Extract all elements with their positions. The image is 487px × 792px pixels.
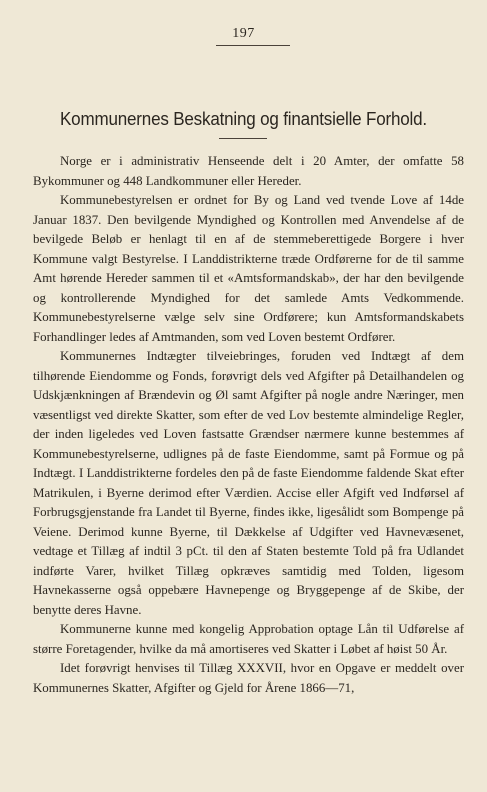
paragraph: Kommunernes Indtægter tilveiebringes, foruden ved Indtægt af dem tilhørende Eiendomme og Fonds, forøvrigt dels ved Afgifter på Detailhandelen og Udskjænkningen af Brændevin og Øl samt Afgifter på nogle andre Næringer, men væsentligst ved direkte Skatter, som efter de ved Lov bestemte almindelige Regler, der inden ligeledes ved Loven fastsatte Grændser nærmere kunne bestemmes af Kommunebestyrelserne, udlignes på de faste Eiendomme, samt på Formue og på Indtægt. I Landdistrikterne fordeles den på de faste Eiendomme faldende Skat efter Matrikulen, i Byerne derimod efter Værdien. Accise eller Afgift ved Indførsel af Forbrugsgjenstande fra Landet til Byerne, findes ikke, ligesålidt som Bompenge på Veiene. Derimod kunne Byerne, til Dækkelse af Udgifter ved Havnevæsenet, vedtage et Tillæg af indtil 3 pCt. til den af Staten bestemte Told på fra Udlandet indførte Varer, hvilket Tillæg opkræves samtidig med Tolden, ligesom Havnekasserne også oppebære Havnepenge og Bryggepenge af de Skibe, der benytte deres Havne. (33, 349, 464, 617)
paragraph: Kommunerne kunne med kongelig Approbation optage Lån til Udførelse af større Foretagender, hvilke da må amortiseres ved Skatter i Løbet af høist 50 År. (33, 622, 464, 656)
chapter-title: Kommunernes Beskatning og finantsielle Forhold. (60, 108, 427, 130)
paragraph: Idet forøvrigt henvises til Tillæg XXXVII, hvor en Opgave er meddelt over Kommunernes Skatter, Afgifter og Gjeld for Årene 1866—71, (33, 661, 464, 695)
page-number: 197 (232, 26, 255, 41)
paragraph: Norge er i administrativ Henseende delt i 20 Amter, der omfatte 58 Bykommuner og 448 Landkommuner eller Hereder. (33, 154, 464, 188)
title-rule (219, 138, 267, 139)
body-text (33, 152, 464, 698)
header-rule (216, 45, 290, 46)
paragraph: Kommunebestyrelsen er ordnet for By og Land ved tvende Love af 14de Januar 1837. Den bevilgende Myndighed og Kontrollen med Anvendelse af de bevilgede Beløb er henlagt til en af de stemmeberettigede Borgere i hver Kommune valgt Bestyrelse. I Landdistrikterne træde Ordførerne for de til samme Amt hørende Hereder sammen til et «Amtsformandskab», der har den bevilgende og kontrollerende Myndighed for det samlede Amts Vedkommende. Kommunebestyrelserne vælge selv sine Ordførere; kun Amtsformandskabets Forhandlinger ledes af Amtmanden, som ved Loven bestemt Ordfører. (33, 193, 464, 344)
